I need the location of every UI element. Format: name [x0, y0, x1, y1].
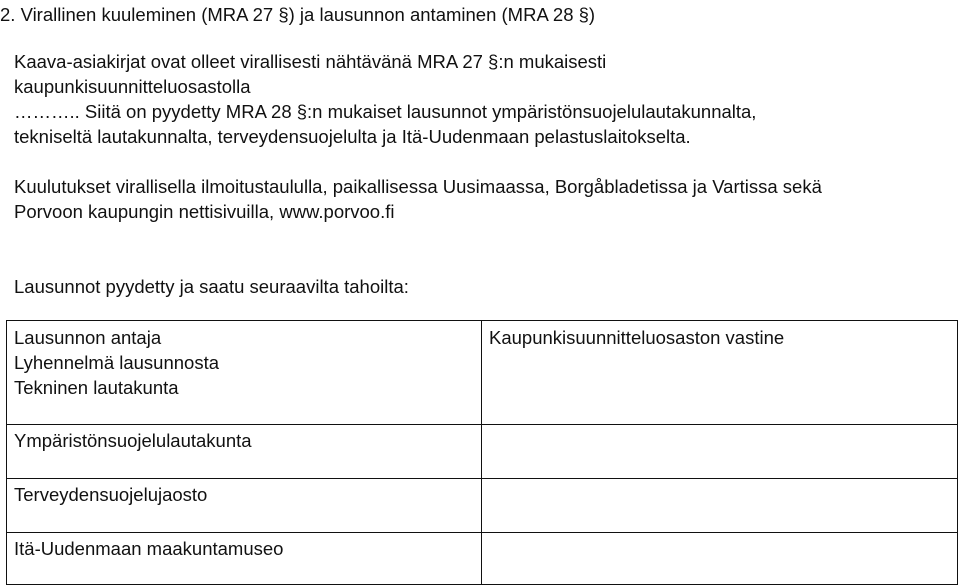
table-intro: Lausunnot pyydetty ja saatu seuraavilta tahoilta: [14, 276, 409, 297]
statements-table [6, 320, 958, 585]
header-cell-left [7, 321, 482, 425]
table-cell-right [482, 425, 958, 479]
header-label-giver: Lausunnon antaja [14, 327, 162, 348]
table-cell-right [482, 533, 958, 585]
table-cell-left [7, 479, 482, 533]
header-label-summary: Lyhennelmä lausunnosta [14, 352, 220, 373]
paragraph-line: tekniseltä lautakunnalta, terveydensuojelulta ja Itä-Uudenmaan pelastuslaitokselta. [14, 126, 691, 147]
table-row-label: Terveydensuojelujaosto [14, 484, 208, 505]
paragraph-line: Kaava-asiakirjat ovat olleet virallisesti nähtävänä MRA 27 §:n mukaisesti [14, 51, 607, 72]
table-row-label: Tekninen lautakunta [14, 377, 179, 398]
table-row-label: Ympäristönsuojelulautakunta [14, 430, 252, 451]
header-cell-right [482, 321, 958, 425]
table-cell-right [482, 479, 958, 533]
table-row [7, 425, 958, 479]
table-row [7, 479, 958, 533]
paragraph-line: ……….. Siitä on pyydetty MRA 28 §:n mukaiset lausunnot ympäristönsuojelulautakunnalta, [14, 101, 757, 122]
table-header-row [7, 321, 958, 425]
section-heading: 2. Virallinen kuuleminen (MRA 27 §) ja lausunnon antaminen (MRA 28 §) [0, 4, 596, 25]
table-cell-left [7, 533, 482, 585]
table-row-label: Itä-Uudenmaan maakuntamuseo [14, 538, 284, 559]
table-row [7, 533, 958, 585]
paragraph-line: kaupunkisuunnitteluosastolla [14, 76, 251, 97]
table-cell-left [7, 425, 482, 479]
paragraph-line: Porvoon kaupungin nettisivuilla, www.porvoo.fi [14, 201, 395, 222]
header-label-response: Kaupunkisuunnitteluosaston vastine [489, 327, 785, 348]
paragraph-line: Kuulutukset virallisella ilmoitustaululla, paikallisessa Uusimaassa, Borgåbladetissa ja Vartissa sekä [14, 176, 822, 197]
